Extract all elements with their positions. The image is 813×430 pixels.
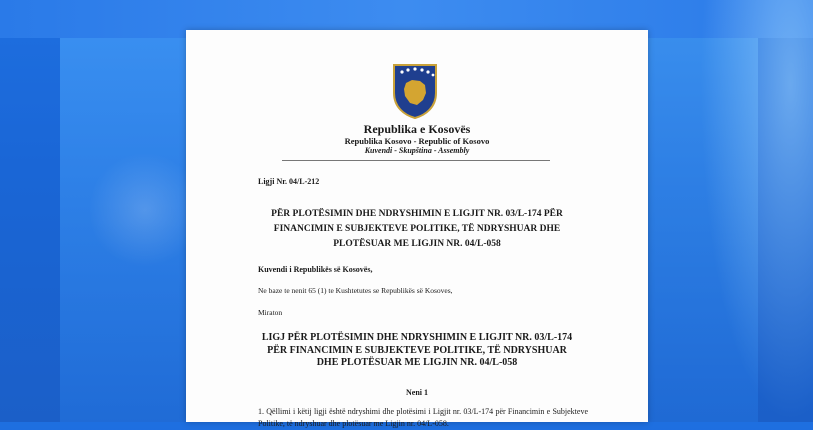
law-title-line: PËR FINANCIMIN E SUBJEKTEVE POLITIKE, TË NDRYSHUAR	[267, 344, 567, 356]
law-subject-title-line: FINANCIMIN E SUBJEKTEVE POLITIKE, TË NDRYSHUAR DHE	[273, 224, 561, 234]
header-divider	[282, 160, 550, 161]
background-glow	[700, 0, 813, 422]
law-subject-title-line: PLOTËSUAR ME LIGJIN NR. 04/L-058	[333, 239, 501, 249]
law-subject-title	[226, 207, 608, 252]
law-title-line: DHE PLOTËSUAR ME LIGJIN NR. 04/L-058	[316, 357, 518, 368]
background-globe	[90, 150, 200, 270]
article-heading: Neni 1	[406, 388, 428, 397]
legal-basis: Ne baze te nenit 65 (1) te Kushtetutes se Republikës së Kosoves,	[258, 286, 453, 295]
assembly-multilingual: Kuvendi - Skupština - Assembly	[364, 146, 470, 155]
law-title	[226, 332, 608, 370]
country-multilingual: Republika Kosovo - Republic of Kosovo	[344, 136, 490, 146]
adopts-statement: Miraton	[258, 308, 283, 317]
law-title-line: LIGJ PËR PLOTËSIMIN DHE NDRYSHIMIN E LIGJIT NR. 03/L-174	[261, 332, 573, 343]
kosovo-coat-of-arms-icon	[390, 63, 440, 119]
law-subject-title-line: PËR PLOTËSIMIN DHE NDRYSHIMIN E LIGJIT NR. 03/L-174 PËR	[271, 209, 563, 219]
law-number: Ligji Nr. 04/L-212	[258, 177, 320, 186]
article-paragraph: 1. Qëllimi i këtij ligji është ndryshimi dhe plotësimi i Ligjit nr. 03/L-174 për Financimin e Subjekteve Politike, të ndryshuar dhe plotësuar me Ligjin nr. 04/L-058.	[258, 407, 588, 428]
document-page	[186, 30, 648, 428]
country-heading: Republika e Kosovës	[363, 122, 471, 136]
assembly-statement: Kuvendi i Republikës së Kosovës,	[258, 265, 373, 274]
